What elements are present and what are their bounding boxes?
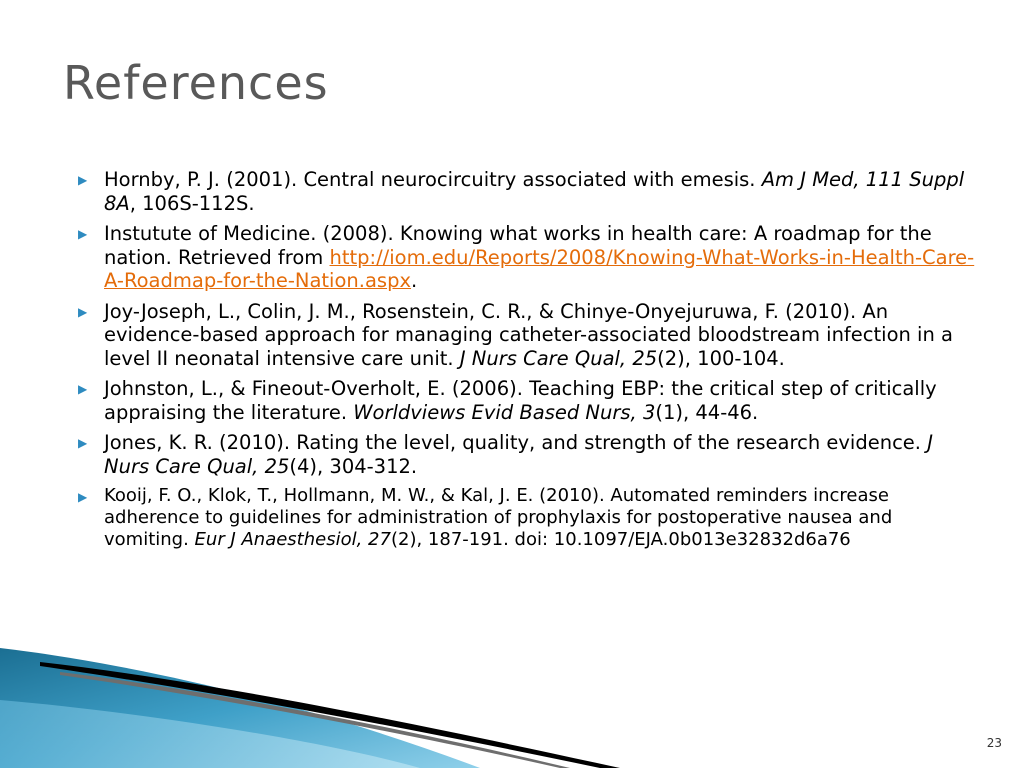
reference-journal: Am J Med, 111 Suppl 8A [104,168,965,215]
reference-journal: Eur J Anaesthesiol, 27 [194,529,391,550]
reference-tail: , 106S-112S. [129,191,255,215]
list-item [76,300,976,371]
reference-link[interactable]: http://iom.edu/Reports/2008/Knowing-What-Works-in-Health-Care-A-Roadmap-for-the-Nation.aspx [104,245,975,292]
reference-tail: (1), 44-46. [655,400,759,424]
triangle-bullet-icon: ▶ [78,173,88,187]
reference-list [76,168,976,558]
reference-text: Hornby, P. J. (2001). Central neurocircuitry associated with emesis. [104,168,762,191]
reference-text: Instutute of Medicine. (2008). Knowing what works in health care: A roadmap for the nation. Retrieved from [104,222,932,269]
triangle-bullet-icon: ▶ [78,382,88,396]
reference-text: Johnston, L., & Fineout-Overholt, E. (2006). Teaching EBP: the critical step of critically appraising the literature. [104,377,937,424]
triangle-bullet-icon: ▶ [78,304,88,319]
reference-text: Joy-Joseph, L., Colin, J. M., Rosenstein, C. R., & Chinye-Onyejuruwa, F. (2010). An evidence-based approach for managing catheter-associated bloodstream infection in a level II neonatal intensive care unit. [104,299,953,370]
reference-tail: . [411,269,418,292]
triangle-bullet-icon: ▶ [78,436,88,450]
triangle-bullet-icon: ▶ [78,490,88,504]
list-item [76,377,976,424]
list-item [76,431,976,478]
list-item [76,485,976,551]
reference-tail: (2), 100-104. [657,346,785,370]
reference-tail: (2), 187-191. doi: 10.1097/EJA.0b013e32832d6a76 [390,529,851,550]
reference-journal: J Nurs Care Qual, 25 [459,346,658,370]
triangle-bullet-icon: ▶ [78,227,88,241]
reference-tail: (4), 304-312. [289,454,418,478]
page-title: References [63,56,329,110]
list-item [76,222,976,293]
page-number: 23 [986,736,1002,750]
reference-journal: Worldviews Evid Based Nurs, 3 [353,400,656,424]
reference-journal: J Nurs Care Qual, 25 [104,431,933,478]
reference-text: Kooij, F. O., Klok, T., Hollmann, M. W., & Kal, J. E. (2010). Automated reminders increase adherence to guidelines for administration of prophylaxis for postoperative nausea and vomiting. [104,485,893,550]
list-item [76,168,976,215]
reference-text: Jones, K. R. (2010). Rating the level, quality, and strength of the research evidence. [104,431,928,454]
